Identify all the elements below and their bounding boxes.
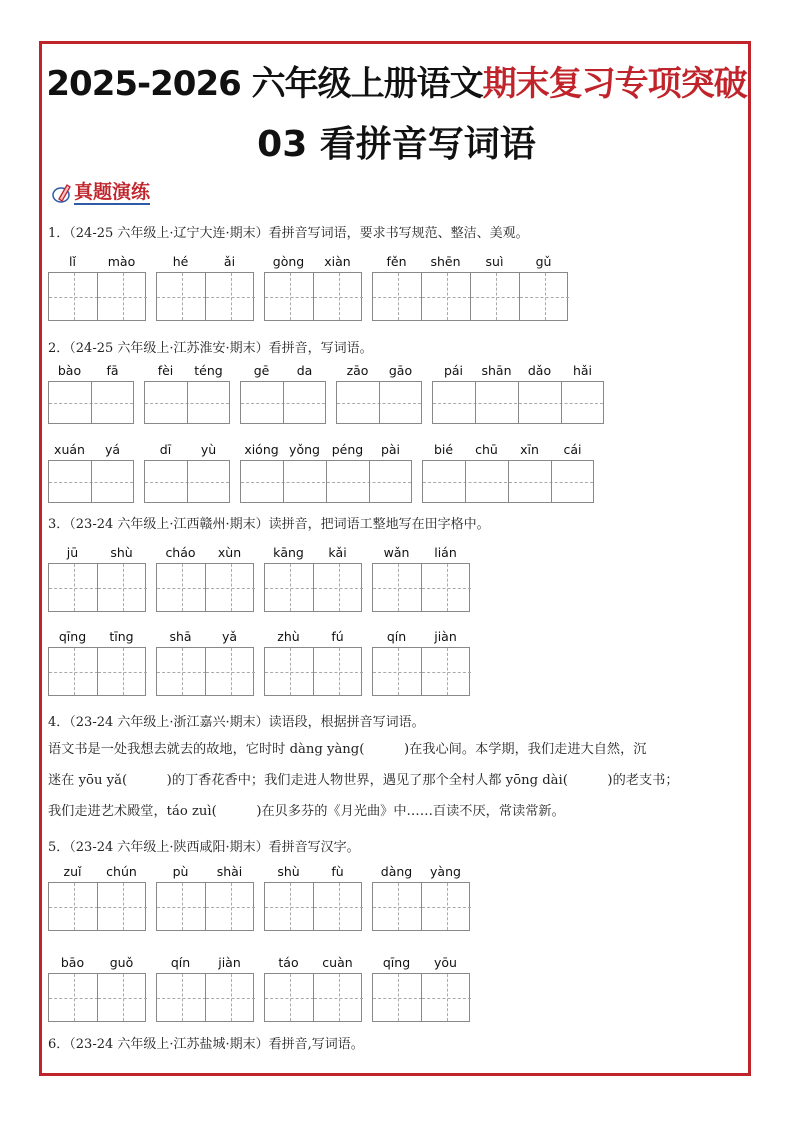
cell-guide-v bbox=[74, 883, 75, 930]
pinyin-label: fěn bbox=[386, 254, 407, 269]
pinyin-label: zuǐ bbox=[63, 864, 82, 879]
cell-guide-v bbox=[182, 883, 183, 930]
pinyin-label: qín bbox=[170, 955, 191, 970]
pinyin-label: shù bbox=[277, 864, 300, 879]
cell-guide-v bbox=[123, 883, 124, 930]
cell-divider bbox=[205, 648, 206, 695]
tianzige-cell[interactable] bbox=[49, 648, 98, 695]
writing-box[interactable] bbox=[422, 460, 594, 503]
tianzige-cell[interactable] bbox=[422, 273, 471, 320]
pinyin-label: téng bbox=[194, 363, 223, 378]
writing-box[interactable] bbox=[240, 460, 412, 503]
writing-box[interactable] bbox=[48, 882, 146, 931]
cell-guide-v bbox=[123, 273, 124, 320]
cell-divider bbox=[283, 461, 284, 502]
tianzige-cell[interactable] bbox=[327, 461, 370, 502]
cell-guide-v bbox=[447, 883, 448, 930]
cell-divider bbox=[421, 564, 422, 611]
pinyin-label: dǎo bbox=[527, 363, 552, 378]
pinyin-label: cuàn bbox=[322, 955, 353, 970]
cell-guide-v bbox=[398, 564, 399, 611]
cell-guide-v bbox=[339, 883, 340, 930]
cell-guide-v bbox=[182, 648, 183, 695]
pinyin-label: fā bbox=[106, 363, 119, 378]
cell-guide-v bbox=[290, 883, 291, 930]
pinyin-label: qīng bbox=[382, 955, 411, 970]
writing-box[interactable] bbox=[264, 647, 362, 696]
cell-guide-v bbox=[398, 974, 399, 1021]
pinyin-label: shā bbox=[169, 629, 192, 644]
writing-box[interactable] bbox=[336, 381, 422, 424]
title-black-part: 2025-2026 六年级上册语文 bbox=[46, 64, 483, 104]
tianzige-cell[interactable] bbox=[206, 273, 255, 320]
cell-guide-v bbox=[339, 273, 340, 320]
tianzige-cell[interactable] bbox=[92, 461, 135, 502]
writing-box[interactable] bbox=[156, 882, 254, 931]
question-2-label: 2．（24-25 六年级上·江苏淮安·期末）看拼音，写词语。 bbox=[48, 341, 373, 356]
tianzige-cell[interactable] bbox=[423, 461, 466, 502]
tianzige-cell[interactable] bbox=[265, 273, 314, 320]
tianzige-cell[interactable] bbox=[145, 382, 188, 423]
tianzige-cell[interactable] bbox=[373, 564, 422, 611]
cell-divider bbox=[97, 648, 98, 695]
tianzige-cell[interactable] bbox=[92, 382, 135, 423]
cell-guide-v bbox=[231, 648, 232, 695]
cell-guide-v bbox=[290, 648, 291, 695]
pinyin-label: pù bbox=[172, 864, 189, 879]
pinyin-label: bāo bbox=[60, 955, 85, 970]
title-red-part: 期末复习专项突破 bbox=[482, 64, 747, 104]
pinyin-label: xiàn bbox=[324, 254, 351, 269]
pencil-icon bbox=[52, 182, 72, 204]
cell-divider bbox=[205, 564, 206, 611]
cell-divider bbox=[205, 974, 206, 1021]
cell-guide-v bbox=[398, 648, 399, 695]
writing-box[interactable] bbox=[264, 272, 362, 321]
tianzige-cell[interactable] bbox=[206, 883, 255, 930]
pinyin-label: wǎn bbox=[383, 545, 410, 560]
cell-divider bbox=[205, 883, 206, 930]
cell-guide-v bbox=[182, 273, 183, 320]
tianzige-cell[interactable] bbox=[373, 883, 422, 930]
tianzige-cell[interactable] bbox=[476, 382, 519, 423]
pinyin-label: shān bbox=[481, 363, 512, 378]
question-4-paragraph bbox=[48, 734, 748, 827]
pinyin-label: zhù bbox=[277, 629, 300, 644]
pinyin-label: xuán bbox=[54, 442, 85, 457]
writing-box[interactable] bbox=[264, 882, 362, 931]
pinyin-label: kǎi bbox=[328, 545, 347, 560]
pinyin-label: cháo bbox=[165, 545, 196, 560]
writing-box[interactable] bbox=[372, 647, 470, 696]
cell-divider bbox=[313, 273, 314, 320]
cell-guide-v bbox=[182, 974, 183, 1021]
writing-box[interactable] bbox=[372, 973, 470, 1022]
cell-guide-v bbox=[398, 273, 399, 320]
writing-box[interactable] bbox=[48, 460, 134, 503]
cell-divider bbox=[421, 883, 422, 930]
tianzige-cell[interactable] bbox=[265, 648, 314, 695]
tianzige-cell[interactable] bbox=[373, 974, 422, 1021]
tianzige-cell[interactable] bbox=[98, 564, 147, 611]
writing-box[interactable] bbox=[48, 973, 146, 1022]
tianzige-cell[interactable] bbox=[157, 648, 206, 695]
section-header bbox=[52, 181, 150, 205]
pinyin-label: péng bbox=[331, 442, 364, 457]
tianzige-cell[interactable] bbox=[49, 461, 92, 502]
pinyin-label: gòng bbox=[272, 254, 305, 269]
cell-guide-v bbox=[290, 974, 291, 1021]
cell-guide-v bbox=[123, 648, 124, 695]
tianzige-cell[interactable] bbox=[206, 564, 255, 611]
pinyin-label: jiàn bbox=[218, 955, 241, 970]
tianzige-cell[interactable] bbox=[314, 564, 363, 611]
cell-guide-v bbox=[182, 564, 183, 611]
pinyin-label: cái bbox=[563, 442, 582, 457]
pinyin-label: gē bbox=[253, 363, 270, 378]
tianzige-cell[interactable] bbox=[520, 273, 569, 320]
cell-divider bbox=[187, 382, 188, 423]
tianzige-cell[interactable] bbox=[422, 564, 471, 611]
tianzige-cell[interactable] bbox=[314, 273, 363, 320]
tianzige-cell[interactable] bbox=[49, 883, 98, 930]
pinyin-label: kāng bbox=[273, 545, 304, 560]
tianzige-cell[interactable] bbox=[241, 382, 284, 423]
tianzige-cell[interactable] bbox=[471, 273, 520, 320]
cell-divider bbox=[508, 461, 509, 502]
tianzige-cell[interactable] bbox=[157, 273, 206, 320]
section-label: 真题演练 bbox=[74, 181, 151, 203]
writing-box[interactable] bbox=[372, 563, 470, 612]
pinyin-label: ǎi bbox=[223, 254, 236, 269]
pinyin-label: chún bbox=[106, 864, 137, 879]
pinyin-label: hǎi bbox=[572, 363, 593, 378]
tianzige-cell[interactable] bbox=[519, 382, 562, 423]
pinyin-label: shài bbox=[216, 864, 243, 879]
writing-box[interactable] bbox=[264, 563, 362, 612]
paragraph-line: 我们走进艺术殿堂，táo zuì( )在贝多芬的《月光曲》中……百读不厌，常读常新。 bbox=[48, 804, 565, 819]
pinyin-label: zāo bbox=[346, 363, 369, 378]
cell-divider bbox=[421, 974, 422, 1021]
tianzige-cell[interactable] bbox=[98, 974, 147, 1021]
cell-divider bbox=[519, 273, 520, 320]
tianzige-cell[interactable] bbox=[188, 382, 231, 423]
tianzige-cell[interactable] bbox=[265, 974, 314, 1021]
writing-box[interactable] bbox=[144, 381, 230, 424]
tianzige-cell[interactable] bbox=[98, 648, 147, 695]
cell-guide-v bbox=[496, 273, 497, 320]
tianzige-cell[interactable] bbox=[157, 564, 206, 611]
question-3-label: 3．（23-24 六年级上·江西赣州·期末）读拼音，把词语工整地写在田字格中。 bbox=[48, 517, 490, 532]
writing-box[interactable] bbox=[240, 381, 326, 424]
cell-divider bbox=[97, 883, 98, 930]
pinyin-label: suì bbox=[485, 254, 504, 269]
cell-guide-v bbox=[339, 564, 340, 611]
pinyin-label: dī bbox=[159, 442, 172, 457]
pinyin-label: fú bbox=[331, 629, 344, 644]
tianzige-cell[interactable] bbox=[157, 974, 206, 1021]
tianzige-cell[interactable] bbox=[188, 461, 231, 502]
cell-divider bbox=[313, 883, 314, 930]
writing-box[interactable] bbox=[156, 973, 254, 1022]
tianzige-cell[interactable] bbox=[49, 564, 98, 611]
tianzige-cell[interactable] bbox=[509, 461, 552, 502]
writing-box[interactable] bbox=[48, 647, 146, 696]
writing-box[interactable] bbox=[372, 882, 470, 931]
tianzige-cell[interactable] bbox=[206, 974, 255, 1021]
pinyin-label: xióng bbox=[244, 442, 279, 457]
cell-guide-v bbox=[123, 564, 124, 611]
pinyin-label: hé bbox=[172, 254, 189, 269]
tianzige-cell[interactable] bbox=[314, 974, 363, 1021]
pinyin-label: lǐ bbox=[69, 254, 76, 269]
tianzige-cell[interactable] bbox=[433, 382, 476, 423]
cell-guide-v bbox=[231, 974, 232, 1021]
cell-guide-v bbox=[74, 273, 75, 320]
cell-guide-v bbox=[231, 564, 232, 611]
tianzige-cell[interactable] bbox=[284, 382, 327, 423]
pinyin-label: jū bbox=[66, 545, 79, 560]
question-5-label: 5．（23-24 六年级上·陕西咸阳·期末）看拼音写汉字。 bbox=[48, 840, 360, 855]
tianzige-cell[interactable] bbox=[241, 461, 284, 502]
cell-guide-v bbox=[290, 564, 291, 611]
writing-box[interactable] bbox=[372, 272, 568, 321]
writing-box[interactable] bbox=[156, 272, 254, 321]
cell-guide-v bbox=[398, 883, 399, 930]
pinyin-label: yàng bbox=[430, 864, 461, 879]
cell-divider bbox=[475, 382, 476, 423]
tianzige-cell[interactable] bbox=[370, 461, 413, 502]
pinyin-label: chū bbox=[475, 442, 498, 457]
paragraph-line: 迷在 yōu yǎ( )的丁香花香中；我们走进人物世界，遇见了那个全村人都 yōng dài( )的老支书； bbox=[48, 773, 679, 788]
tianzige-cell[interactable] bbox=[98, 273, 147, 320]
pinyin-label: yù bbox=[200, 442, 217, 457]
question-4-label: 4．（23-24 六年级上·浙江嘉兴·期末）读语段，根据拼音写词语。 bbox=[48, 715, 425, 730]
writing-box[interactable] bbox=[48, 272, 146, 321]
tianzige-cell[interactable] bbox=[314, 883, 363, 930]
cell-guide-v bbox=[447, 974, 448, 1021]
tianzige-cell[interactable] bbox=[466, 461, 509, 502]
writing-box[interactable] bbox=[156, 563, 254, 612]
question-1-label: 1．（24-25 六年级上·辽宁大连·期末）看拼音写词语，要求书写规范、整洁、美观。 bbox=[48, 226, 529, 241]
cell-divider bbox=[91, 382, 92, 423]
pinyin-label: xùn bbox=[217, 545, 242, 560]
cell-guide-v bbox=[339, 974, 340, 1021]
paragraph-line: 语文书是一处我想去就去的故地，它时时 dàng yàng( )在我心间。本学期，我们走进大自然，沉 bbox=[48, 742, 647, 757]
cell-divider bbox=[91, 461, 92, 502]
question-6-label: 6．（23-24 六年级上·江苏盐城·期末）看拼音,写词语。 bbox=[48, 1037, 364, 1052]
pinyin-label: shēn bbox=[430, 254, 461, 269]
tianzige-cell[interactable] bbox=[422, 648, 471, 695]
tianzige-cell[interactable] bbox=[284, 461, 327, 502]
writing-box[interactable] bbox=[48, 381, 134, 424]
writing-box[interactable] bbox=[156, 647, 254, 696]
tianzige-cell[interactable] bbox=[552, 461, 595, 502]
cell-divider bbox=[561, 382, 562, 423]
cell-divider bbox=[97, 974, 98, 1021]
cell-guide-v bbox=[74, 564, 75, 611]
tianzige-cell[interactable] bbox=[265, 883, 314, 930]
cell-divider bbox=[313, 564, 314, 611]
pinyin-label: shù bbox=[110, 545, 133, 560]
cell-guide-v bbox=[447, 273, 448, 320]
pinyin-label: pái bbox=[443, 363, 464, 378]
pinyin-label: pài bbox=[380, 442, 401, 457]
tianzige-cell[interactable] bbox=[265, 564, 314, 611]
writing-box[interactable] bbox=[264, 973, 362, 1022]
pinyin-label: fù bbox=[331, 864, 344, 879]
pinyin-label: gāo bbox=[388, 363, 413, 378]
pinyin-label: guǒ bbox=[109, 955, 134, 970]
cell-divider bbox=[283, 382, 284, 423]
pinyin-label: yá bbox=[104, 442, 121, 457]
pinyin-label: qīng bbox=[58, 629, 87, 644]
tianzige-cell[interactable] bbox=[49, 273, 98, 320]
pinyin-label: yōu bbox=[434, 955, 457, 970]
pinyin-label: da bbox=[296, 363, 313, 378]
pinyin-label: qín bbox=[386, 629, 407, 644]
cell-guide-v bbox=[231, 883, 232, 930]
tianzige-cell[interactable] bbox=[337, 382, 380, 423]
cell-divider bbox=[205, 273, 206, 320]
cell-divider bbox=[313, 974, 314, 1021]
cell-guide-v bbox=[231, 273, 232, 320]
tianzige-cell[interactable] bbox=[373, 273, 422, 320]
pinyin-label: lián bbox=[434, 545, 457, 560]
pinyin-label: bào bbox=[57, 363, 82, 378]
cell-divider bbox=[470, 273, 471, 320]
cell-divider bbox=[187, 461, 188, 502]
tianzige-cell[interactable] bbox=[145, 461, 188, 502]
tianzige-cell[interactable] bbox=[422, 974, 471, 1021]
pinyin-label: táo bbox=[278, 955, 299, 970]
page-title bbox=[0, 56, 793, 105]
cell-divider bbox=[313, 648, 314, 695]
cell-divider bbox=[421, 648, 422, 695]
pinyin-label: yǎ bbox=[221, 629, 238, 644]
tianzige-cell[interactable] bbox=[49, 382, 92, 423]
writing-box[interactable] bbox=[432, 381, 604, 424]
page-subtitle: 03 看拼音写词语 bbox=[257, 124, 536, 165]
pinyin-label: mào bbox=[107, 254, 136, 269]
tianzige-cell[interactable] bbox=[422, 883, 471, 930]
cell-divider bbox=[369, 461, 370, 502]
cell-guide-v bbox=[290, 273, 291, 320]
cell-guide-v bbox=[74, 648, 75, 695]
tianzige-cell[interactable] bbox=[98, 883, 147, 930]
tianzige-cell[interactable] bbox=[314, 648, 363, 695]
cell-guide-v bbox=[339, 648, 340, 695]
pinyin-label: dàng bbox=[380, 864, 413, 879]
cell-guide-v bbox=[545, 273, 546, 320]
cell-divider bbox=[518, 382, 519, 423]
pinyin-label: tīng bbox=[109, 629, 134, 644]
pinyin-label: bié bbox=[433, 442, 454, 457]
pinyin-label: yǒng bbox=[289, 442, 320, 457]
cell-divider bbox=[551, 461, 552, 502]
cell-divider bbox=[326, 461, 327, 502]
cell-divider bbox=[379, 382, 380, 423]
tianzige-cell[interactable] bbox=[49, 974, 98, 1021]
writing-box[interactable] bbox=[144, 460, 230, 503]
tianzige-cell[interactable] bbox=[380, 382, 423, 423]
tianzige-cell[interactable] bbox=[373, 648, 422, 695]
tianzige-cell[interactable] bbox=[157, 883, 206, 930]
pinyin-label: jiàn bbox=[434, 629, 457, 644]
pinyin-label: fèi bbox=[157, 363, 174, 378]
cell-divider bbox=[97, 564, 98, 611]
tianzige-cell[interactable] bbox=[562, 382, 605, 423]
cell-divider bbox=[465, 461, 466, 502]
cell-divider bbox=[97, 273, 98, 320]
cell-divider bbox=[421, 273, 422, 320]
writing-box[interactable] bbox=[48, 563, 146, 612]
pinyin-label: xīn bbox=[520, 442, 539, 457]
cell-guide-v bbox=[123, 974, 124, 1021]
cell-guide-v bbox=[447, 564, 448, 611]
cell-guide-v bbox=[447, 648, 448, 695]
cell-guide-v bbox=[74, 974, 75, 1021]
pinyin-label: gǔ bbox=[535, 254, 552, 269]
tianzige-cell[interactable] bbox=[206, 648, 255, 695]
